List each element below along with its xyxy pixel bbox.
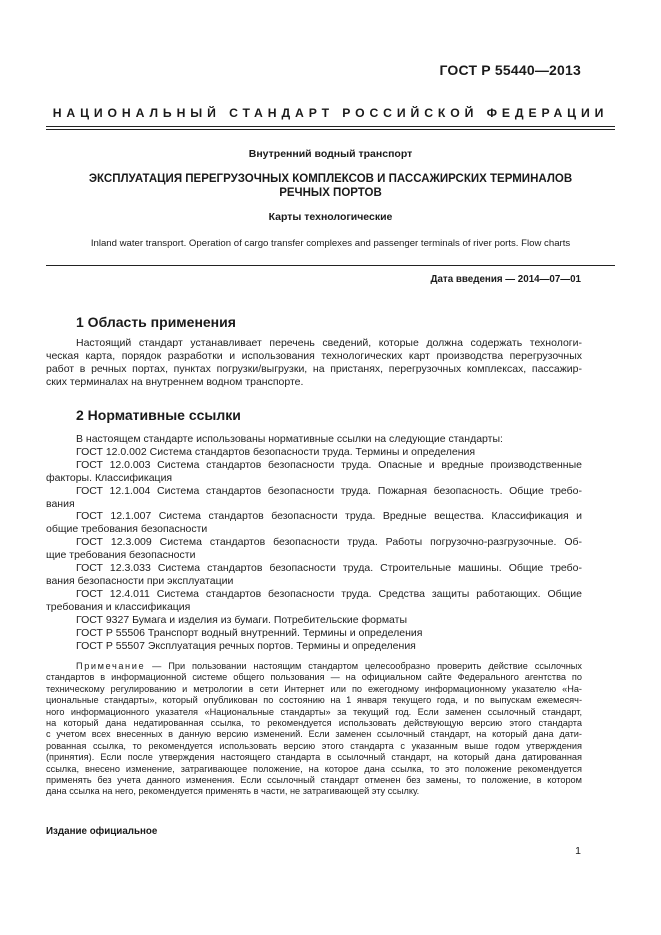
reference-item: ГОСТ Р 55506 Транспорт водный внутренний. Термины и определения (76, 626, 423, 639)
note-text-start: — При пользовании настоящим стандартом целесообразно проверить действие ссылочных (145, 661, 582, 671)
note-line: рованная ссылка, то рекомендуется использовать версию этого стандарта с указанным выше годом утверждения (46, 740, 582, 751)
reference-item-cont: щие требования безопасности (46, 549, 196, 562)
reference-item: ГОСТ 12.0.002 Система стандартов безопасности труда. Термины и определения (76, 445, 476, 458)
paragraph-line: ских терминалах на внутреннем водном транспорте. (46, 375, 304, 388)
official-edition-label: Издание официальное (46, 826, 158, 837)
paragraph-line: ческая карта, порядок разработки и использования технологических карт производства перегрузочных (46, 349, 582, 362)
reference-item: ГОСТ 12.3.033 Система стандартов безопасности труда. Строительные машины. Общие требо- (76, 562, 582, 575)
note-line: применять без учета данного изменения. Если ссылочный стандарт отменен без замены, то положение, в котором (46, 775, 582, 786)
note-line: ного информационного указателя «Национальные стандарты» за текущий год. Если заменен ссылочный стандарт, (46, 706, 582, 717)
reference-item: ГОСТ Р 55507 Эксплуатация речных портов. Термины и определения (76, 639, 416, 652)
document-type: Карты технологические (268, 211, 393, 223)
introduction-date: Дата введения — 2014—07—01 (430, 274, 581, 285)
note-block (46, 661, 582, 798)
note-line: на который дана недатированная ссылка, то рекомендуется использовать действующую версию этого стандарта (46, 718, 582, 729)
single-rule-divider (46, 265, 615, 266)
note-line: стандартов в информационной системе общего пользования — на официальном сайте Федерального агентства по (46, 672, 582, 683)
title-line-1: ЭКСПЛУАТАЦИЯ ПЕРЕГРУЗОЧНЫХ КОМПЛЕКСОВ И ПАССАЖИРСКИХ ТЕРМИНАЛОВ (88, 173, 573, 185)
note-line: ссылка, внесено изменение, затрагивающее положение, на которое дана ссылка, то это положение рекомендуется (46, 763, 582, 774)
title-line-2: РЕЧНЫХ ПОРТОВ (279, 187, 382, 199)
reference-item-cont: общие требования безопасности (46, 523, 208, 536)
reference-item: ГОСТ 12.1.007 Система стандартов безопасности труда. Вредные вещества. Классификация и (76, 510, 582, 523)
references-intro: В настоящем стандарте использованы нормативные ссылки на следующие стандарты: (76, 433, 503, 445)
note-line: с учетом всех внесенных в данную версию изменений. Если заменен ссылочный стандарт, на который дана дати- (46, 729, 582, 740)
reference-item-cont: вания безопасности при эксплуатации (46, 574, 234, 587)
reference-item: ГОСТ 9327 Бумага и изделия из бумаги. Потребительские форматы (76, 613, 408, 626)
reference-item-cont: факторы. Классификация (46, 471, 173, 484)
subject-line: Внутренний водный транспорт (248, 148, 413, 160)
document-title (46, 172, 615, 200)
reference-item: ГОСТ 12.0.003 Система стандартов безопасности труда. Опасные и вредные производственные (76, 458, 582, 471)
reference-item: ГОСТ 12.3.009 Система стандартов безопасности труда. Работы погрузочно-разгрузочные. Об- (76, 536, 582, 549)
national-standard-banner: НАЦИОНАЛЬНЫЙ СТАНДАРТ РОССИЙСКОЙ ФЕДЕРАЦИИ (52, 106, 609, 120)
note-line: дана ссылка на него, рекомендуется применять в части, не затрагивающей эту ссылку. (46, 786, 420, 797)
note-line: техническому регулированию и метрологии в сети Интернет или по ежегодному информационному указателю «На- (46, 683, 582, 694)
reference-item-cont: требования и классификация (46, 600, 191, 613)
paragraph-line: работ в речных портах, пунктах погрузки/выгрузки, на пристанях, перегрузочных комплексах, пассажир- (46, 362, 582, 375)
section-2-body (46, 433, 582, 652)
note-line: (принятия). Если после утверждения настоящего стандарта в ссылочный стандарт, на который дана датированная (46, 752, 582, 763)
note-label: Примечание (76, 661, 146, 671)
standard-code: ГОСТ Р 55440—2013 (439, 62, 581, 78)
reference-item-cont: вания (46, 497, 75, 510)
paragraph-line: Настоящий стандарт устанавливает перечень сведений, которые должна содержать технологи- (76, 337, 582, 349)
reference-item: ГОСТ 12.1.004 Система стандартов безопасности труда. Пожарная безопасность. Общие требо- (76, 484, 582, 497)
page-number: 1 (575, 845, 581, 857)
section-1-heading: 1 Область применения (76, 314, 236, 330)
section-1-body (46, 337, 582, 389)
note-first-line (46, 661, 582, 672)
double-rule-divider (46, 126, 615, 130)
reference-item: ГОСТ 12.4.011 Система стандартов безопасности труда. Средства защиты работающих. Общие (76, 587, 582, 600)
english-title: Inland water transport. Operation of cargo transfer complexes and passenger terminals of river ports. Flow charts (90, 238, 571, 249)
section-2-heading: 2 Нормативные ссылки (76, 407, 241, 423)
note-line: циональные стандарты», который опубликован по состоянию на 1 января текущего года, и по выпускам ежемесяч- (46, 695, 582, 706)
